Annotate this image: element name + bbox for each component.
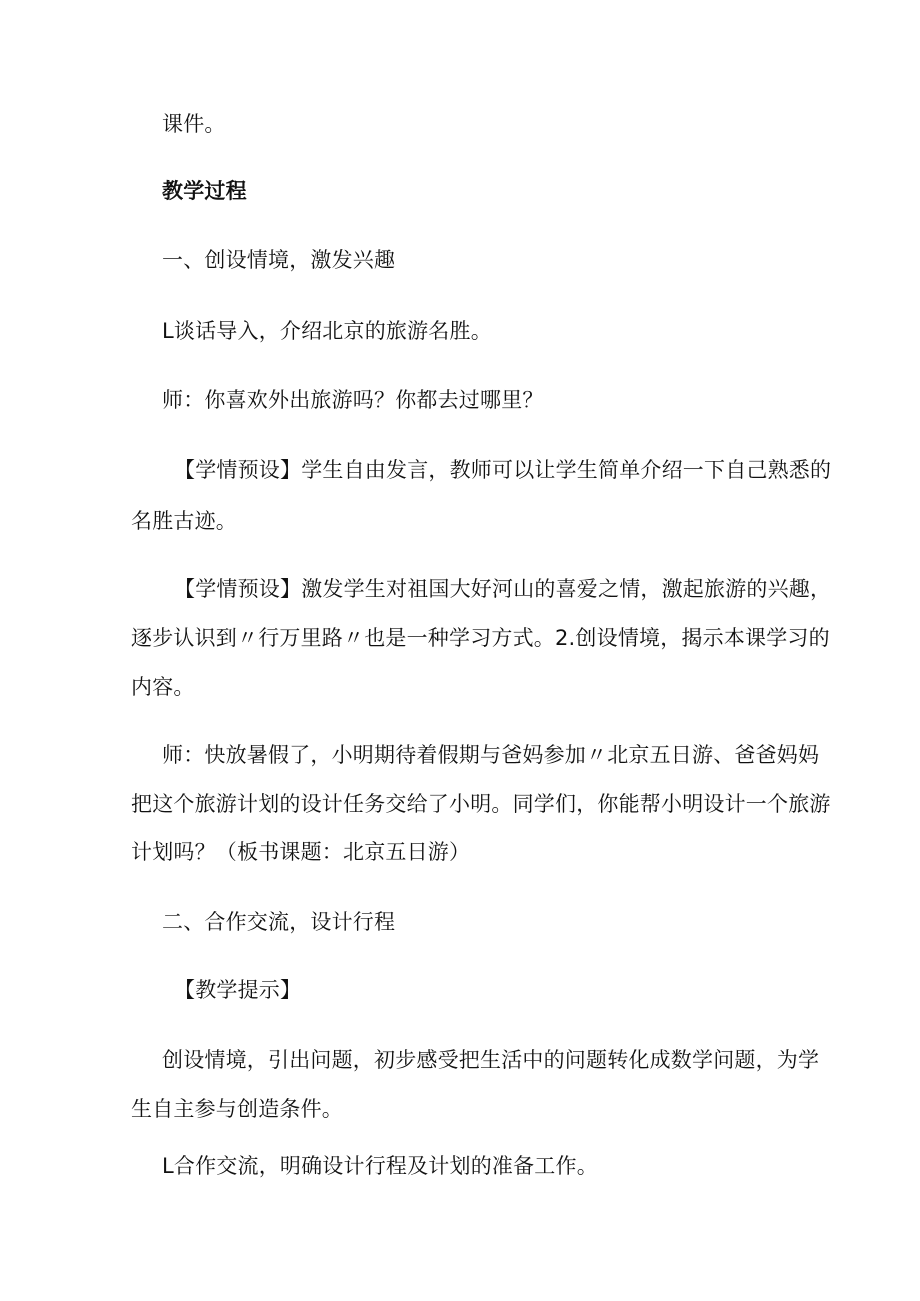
text-line: 生自主参与创造条件。 [131,1097,343,1121]
text-line: 师：快放暑假了，小明期待着假期与爸妈参加〃北京五日游、爸爸妈妈 [162,743,820,767]
text-line: 内容。 [131,675,195,699]
section-heading: 一、创设情境，激发兴趣 [162,248,396,272]
text-line: 师：你喜欢外出旅游吗？你都去过哪里？ [162,388,544,412]
section-heading: 教学过程 [162,179,247,203]
text-line: L谈话导入，介绍北京的旅游名胜。 [162,319,492,343]
text-line: 【学情预设】激发学生对祖国大好河山的喜爱之情，激起旅游的兴趣， [174,577,832,601]
text-line: 名胜古迹。 [131,509,237,533]
text-line: 【教学提示】 [174,978,302,1002]
text-line: 【学情预设】学生自由发言，教师可以让学生简单介绍一下自己熟悉的 [174,458,832,482]
text-line: 课件。 [162,112,226,136]
section-heading: 二、合作交流，设计行程 [162,910,396,934]
text-line: 逐步认识到〃行万里路〃也是一种学习方式。2.创设情境，揭示本课学习的 [131,626,830,650]
text-line: L合作交流，明确设计行程及计划的准备工作。 [162,1154,598,1178]
text-line: 创设情境，引出问题，初步感受把生活中的问题转化成数学问题，为学 [162,1048,820,1072]
text-line: 计划吗？（板书课题：北京五日游） [131,840,471,864]
text-line: 把这个旅游计划的设计任务交给了小明。同学们，你能帮小明设计一个旅游 [131,792,831,816]
